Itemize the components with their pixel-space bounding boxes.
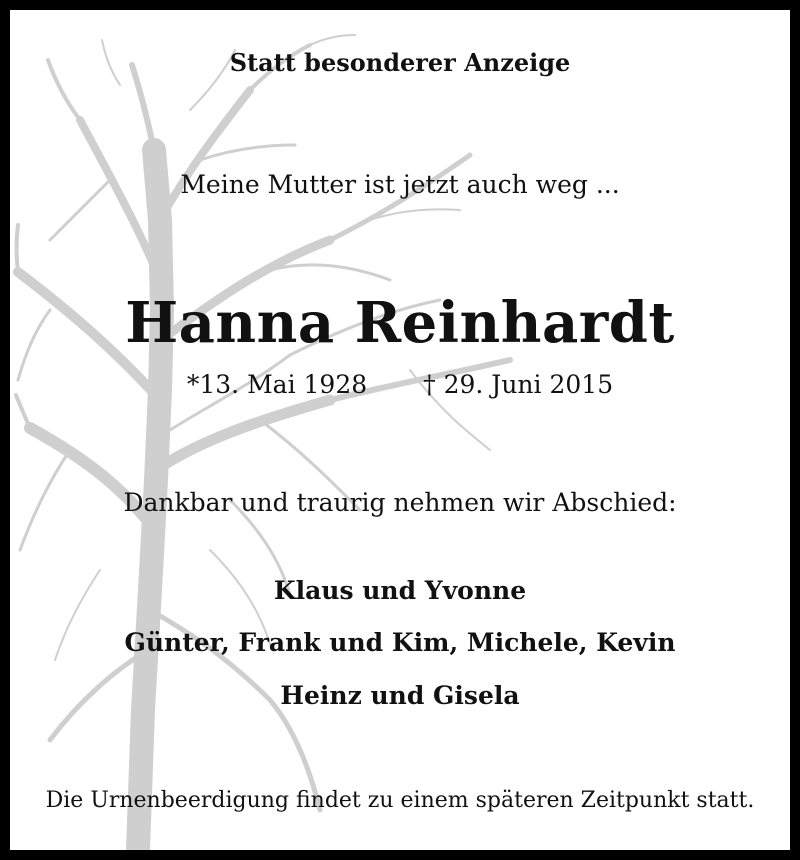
- burial-notice: Die Urnenbeerdigung findet zu einem späteren Zeitpunkt statt.: [45, 788, 755, 813]
- mourner-line-1: Klaus und Yvonne: [273, 576, 527, 605]
- mourner-line-3: Heinz und Gisela: [280, 681, 520, 710]
- tree-icon: [10, 10, 790, 850]
- notice-intro: Statt besonderer Anzeige: [229, 48, 571, 77]
- deceased-name: Hanna Reinhardt: [125, 290, 675, 356]
- mourner-line-2: Günter, Frank und Kim, Michele, Kevin: [124, 628, 676, 657]
- death-date: † 29. Juni 2015: [423, 370, 614, 399]
- notice-quote: Meine Mutter ist jetzt auch weg ...: [180, 170, 620, 199]
- birth-date: *13. Mai 1928: [186, 370, 368, 399]
- life-dates: [10, 370, 790, 399]
- farewell-line: Dankbar und traurig nehmen wir Abschied:: [123, 488, 677, 517]
